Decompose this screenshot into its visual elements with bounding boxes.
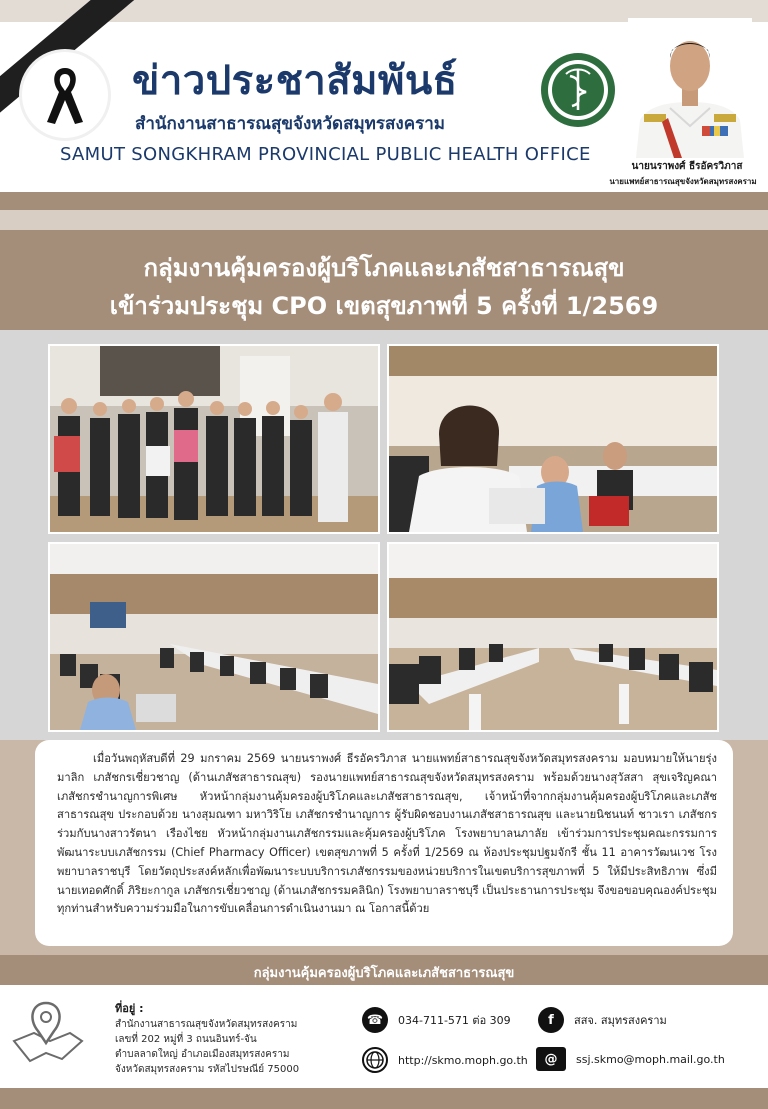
photo-gallery <box>0 330 768 740</box>
address-title: ที่อยู่ : <box>115 1002 144 1015</box>
org-name-thai: สำนักงานสาธารณสุขจังหวัดสมุทรสงคราม <box>135 114 445 134</box>
address-line: จังหวัดสมุทรสงคราม รหัสไปรษณีย์ 75000 <box>115 1064 300 1075</box>
address-line: เลขที่ 202 หมู่ที่ 3 ถนนอินทร์-จัน <box>115 1034 257 1045</box>
meeting-room-photo-2 <box>387 542 719 732</box>
facebook-icon: f <box>538 1007 564 1033</box>
headline-line-2: เข้าร่วมประชุม CPO เขตสุขภาพที่ 5 ครั้งที่ 1/2569 <box>109 292 659 320</box>
headline-banner <box>0 230 768 330</box>
group-photo <box>48 344 380 534</box>
footer <box>0 985 768 1088</box>
globe-icon <box>362 1047 388 1073</box>
facebook-page-name: สสจ. สมุทรสงคราม <box>574 1014 667 1027</box>
meeting-closeup-photo <box>387 344 719 534</box>
phone-contact <box>362 1007 511 1033</box>
director-name: นายนราพงศ์ ธีรอัครวิภาส <box>631 161 743 172</box>
footer-department-label: กลุ่มงานคุ้มครองผู้บริโภคและเภสัชสาธารณสุข <box>253 966 515 981</box>
address-line: สำนักงานสาธารณสุขจังหวัดสมุทรสงคราม <box>115 1019 298 1030</box>
address-line: ตำบลลาดใหญ่ อำเภอเมืองสมุทรสงคราม <box>115 1049 290 1060</box>
phone-icon: ☎ <box>362 1007 388 1033</box>
news-body-text: เมื่อวันพฤหัสบดีที่ 29 มกราคม 2569 นายนราพงศ์ ธีรอัครวิภาส นายแพทย์สาธารณสุขจังหวัดสมุทรสงคราม มอบหมายให้นายรุ่ง มาลิก เภสัชกรเชี่ยวชาญ (ด้านเภสัชสาธารณสุข) รองนายแพทย์สาธารณสุขจังหวัดสมุทรสงคราม พร้อมด้วยนางสุวัสสา สุขเจริญคณา เภสัชกรชำนาญการพิเศษ หัวหน้ากลุ่มงานคุ้มครองผู้บริโภคและเภสัชสาธารณสุข, เจ้าหน้าที่จากกลุ่มงานคุ้มครองผู้บริโภคและเภสัชสาธารณสุข ประกอบด้วย นางสุมณฑา มหาวิริโย เภสัชกรชำนาญการ ผู้รับผิดชอบงานเภสัชสาธารณสุข และนายนิชนนท์ ชาวเรา เภสัชกร ร่วมกับนางสาวรัตนา เรืองไชย หัวหน้ากลุ่มงานเภสัชกรรมและคุ้มครองผู้บริโภค โรงพยาบาลนภาลัย เข้าร่วมการประชุมคณะกรรมการพัฒนาระบบเภสัชกรรม (Chief Pharmacy Officer) เขตสุขภาพที่ 5 ครั้งที่ 1/2569 ณ ห้องประชุมปฐมจักรี ชั้น 11 อาคารวัฒนเวช โรงพยาบาลราชบุรี โดยวัตถุประสงค์หลักเพื่อพัฒนาระบบบริการเภสัชกรรมของหน่วยบริการในเขตบริการสุขภาพที่ 5 ให้มีประสิทธิภาพ ซึ่งมีนายเทอดศักดิ์ ภิริยะกากูล เภสัชกรเชี่ยวชาญ (ด้านเภสัชกรรมคลินิก) โรงพยาบาลราชบุรี เป็นประธานการประชุม จึงขอขอบคุณองค์ประชุมทุกท่านสำหรับความร่วมมือในการขับเคลื่อนการดำเนินงานมา ณ โอกาสนี้ด้วย <box>57 752 717 916</box>
email-link[interactable]: ssj.skmo@moph.mail.go.th <box>576 1052 725 1066</box>
divider-band-light <box>0 210 768 230</box>
facebook-contact[interactable] <box>538 1007 667 1033</box>
org-name-english: SAMUT SONGKHRAM PROVINCIAL PUBLIC HEALTH OFFICE <box>60 144 591 165</box>
director-photo <box>628 18 752 158</box>
website-contact[interactable] <box>362 1047 528 1073</box>
page-title: ข่าวประชาสัมพันธ์ <box>132 58 458 104</box>
map-icon <box>8 997 88 1067</box>
headline-line-1: กลุ่มงานคุ้มครองผู้บริโภคและเภสัชสาธารณสุข <box>143 254 625 282</box>
email-icon: @ <box>536 1047 566 1071</box>
meeting-room-photo-1 <box>48 542 380 732</box>
director-title: นายแพทย์สาธารณสุขจังหวัดสมุทรสงคราม <box>609 177 757 186</box>
phone-number: 034-711-571 ต่อ 309 <box>398 1014 511 1027</box>
divider-band <box>0 192 768 210</box>
website-link[interactable]: http://skmo.moph.go.th <box>398 1053 528 1067</box>
mourning-ribbon-icon <box>22 52 108 138</box>
footer-department-band <box>0 955 768 985</box>
email-contact[interactable] <box>536 1047 725 1071</box>
header <box>0 0 768 192</box>
news-body-card <box>35 740 733 946</box>
ministry-of-public-health-seal-icon <box>540 52 616 128</box>
bottom-band <box>0 1088 768 1109</box>
